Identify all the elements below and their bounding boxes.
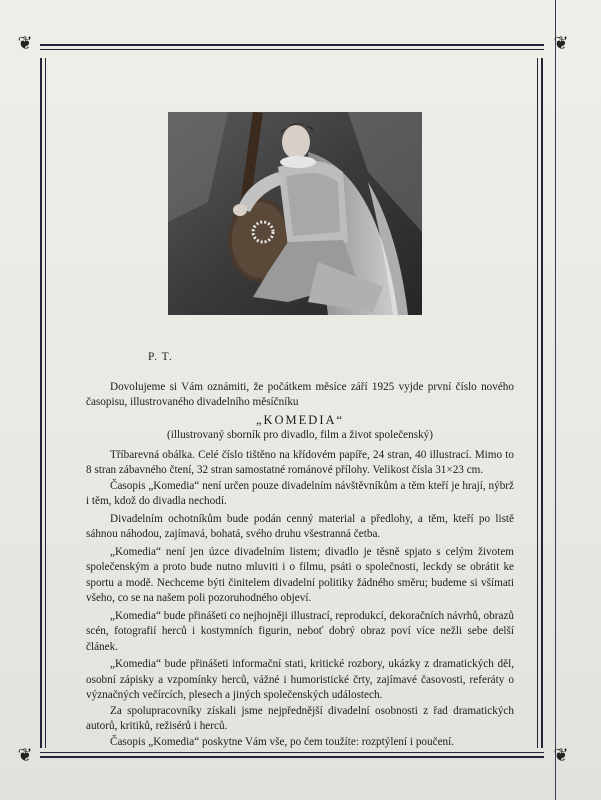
fleuron-icon: ❦ xyxy=(17,33,33,54)
page-edge-line xyxy=(555,0,556,800)
letter-body xyxy=(86,350,514,750)
fleuron-icon: ❦ xyxy=(17,745,33,766)
paragraph-amateurs: Divadelním ochotníkům bude podán cenný material a předlohy, a těm, kteří po listě sáhnou náhodou, zajímavá, bohatá, svého druhu všestranná četba. xyxy=(86,512,514,540)
fleuron-icon: ❦ xyxy=(553,745,569,766)
bottom-rule-thin xyxy=(40,752,544,753)
fleuron-icon: ❦ xyxy=(553,33,569,54)
intro-paragraph: Dovolujeme si Vám oznámiti, že počátkem měsíce září 1925 vyjde první číslo nového časopisu, illustrovaného divadelního měsíčníku xyxy=(86,380,514,408)
journal-subtitle: (illustrovaný sborník pro divadlo, film a život společenský) xyxy=(167,429,433,441)
paragraph-articles: „Komedia“ bude přinášeti informační stati, kritické rozbory, ukázky z dramatických děl, osobní zápisky a vzpomínky herců, vážné i humoristické črty, zajímavé časovosti, referáty o význačných večírcích, plesech a jiných společenských událostech. xyxy=(86,658,514,701)
paragraph-cover: Tříbarevná obálka. Celé číslo tištěno na křídovém papíře, 24 stran, 40 illustrací. Mimo to 8 stran zábavného čtení, 32 stran samostatné románové přílohy. Velikost čísla 31×23 cm. xyxy=(86,448,514,476)
journal-title: „KOMEDIA“ xyxy=(255,412,345,427)
top-rule xyxy=(40,44,544,46)
actor-photograph xyxy=(168,112,422,315)
right-rule xyxy=(541,58,543,748)
paragraph-illustrations: „Komedia“ bude přinášeti co nejhojněji illustrací, reprodukcí, dekoračních návrhů, obrazů scén, fotografií herců i kostymních figurin, neboť dobrý obraz poví více nežli sebe delší článek. xyxy=(86,609,514,653)
left-rule-thin xyxy=(45,58,46,748)
paragraph-contributors: Za spolupracovníky získali jsme nejpřednější divadelní osobnosti z řad dramatických autorů, kritiků, režisérů i herců. xyxy=(86,704,514,732)
paragraph-scope: „Komedia“ není jen úzce divadelním listem; divadlo je těsně spjato s celým životem společenským a proto bude nutno mluviti i o filmu, psáti o společnosti, leckdy se obrátit ke sportu a modě. Nechceme býti činitelem divadelní politiky žádného směru; budeme si všímati všeho, co se na našem poli pozoruhodného objeví. xyxy=(86,545,514,604)
paragraph-audience: Časopis „Komedia“ není určen pouze divadelním návštěvníkům a těm kteří je hrají, nýbrž i těm, kdož do divadla nechodí. xyxy=(86,479,514,507)
left-rule xyxy=(40,58,42,748)
top-rule-thin xyxy=(40,49,544,50)
paragraph-closing: Časopis „Komedia“ poskytne Vám vše, po čem toužíte: rozptýlení i poučení. xyxy=(110,735,455,748)
right-rule-thin xyxy=(537,58,538,748)
salutation: P. T. xyxy=(148,351,173,363)
bottom-rule xyxy=(40,756,544,758)
